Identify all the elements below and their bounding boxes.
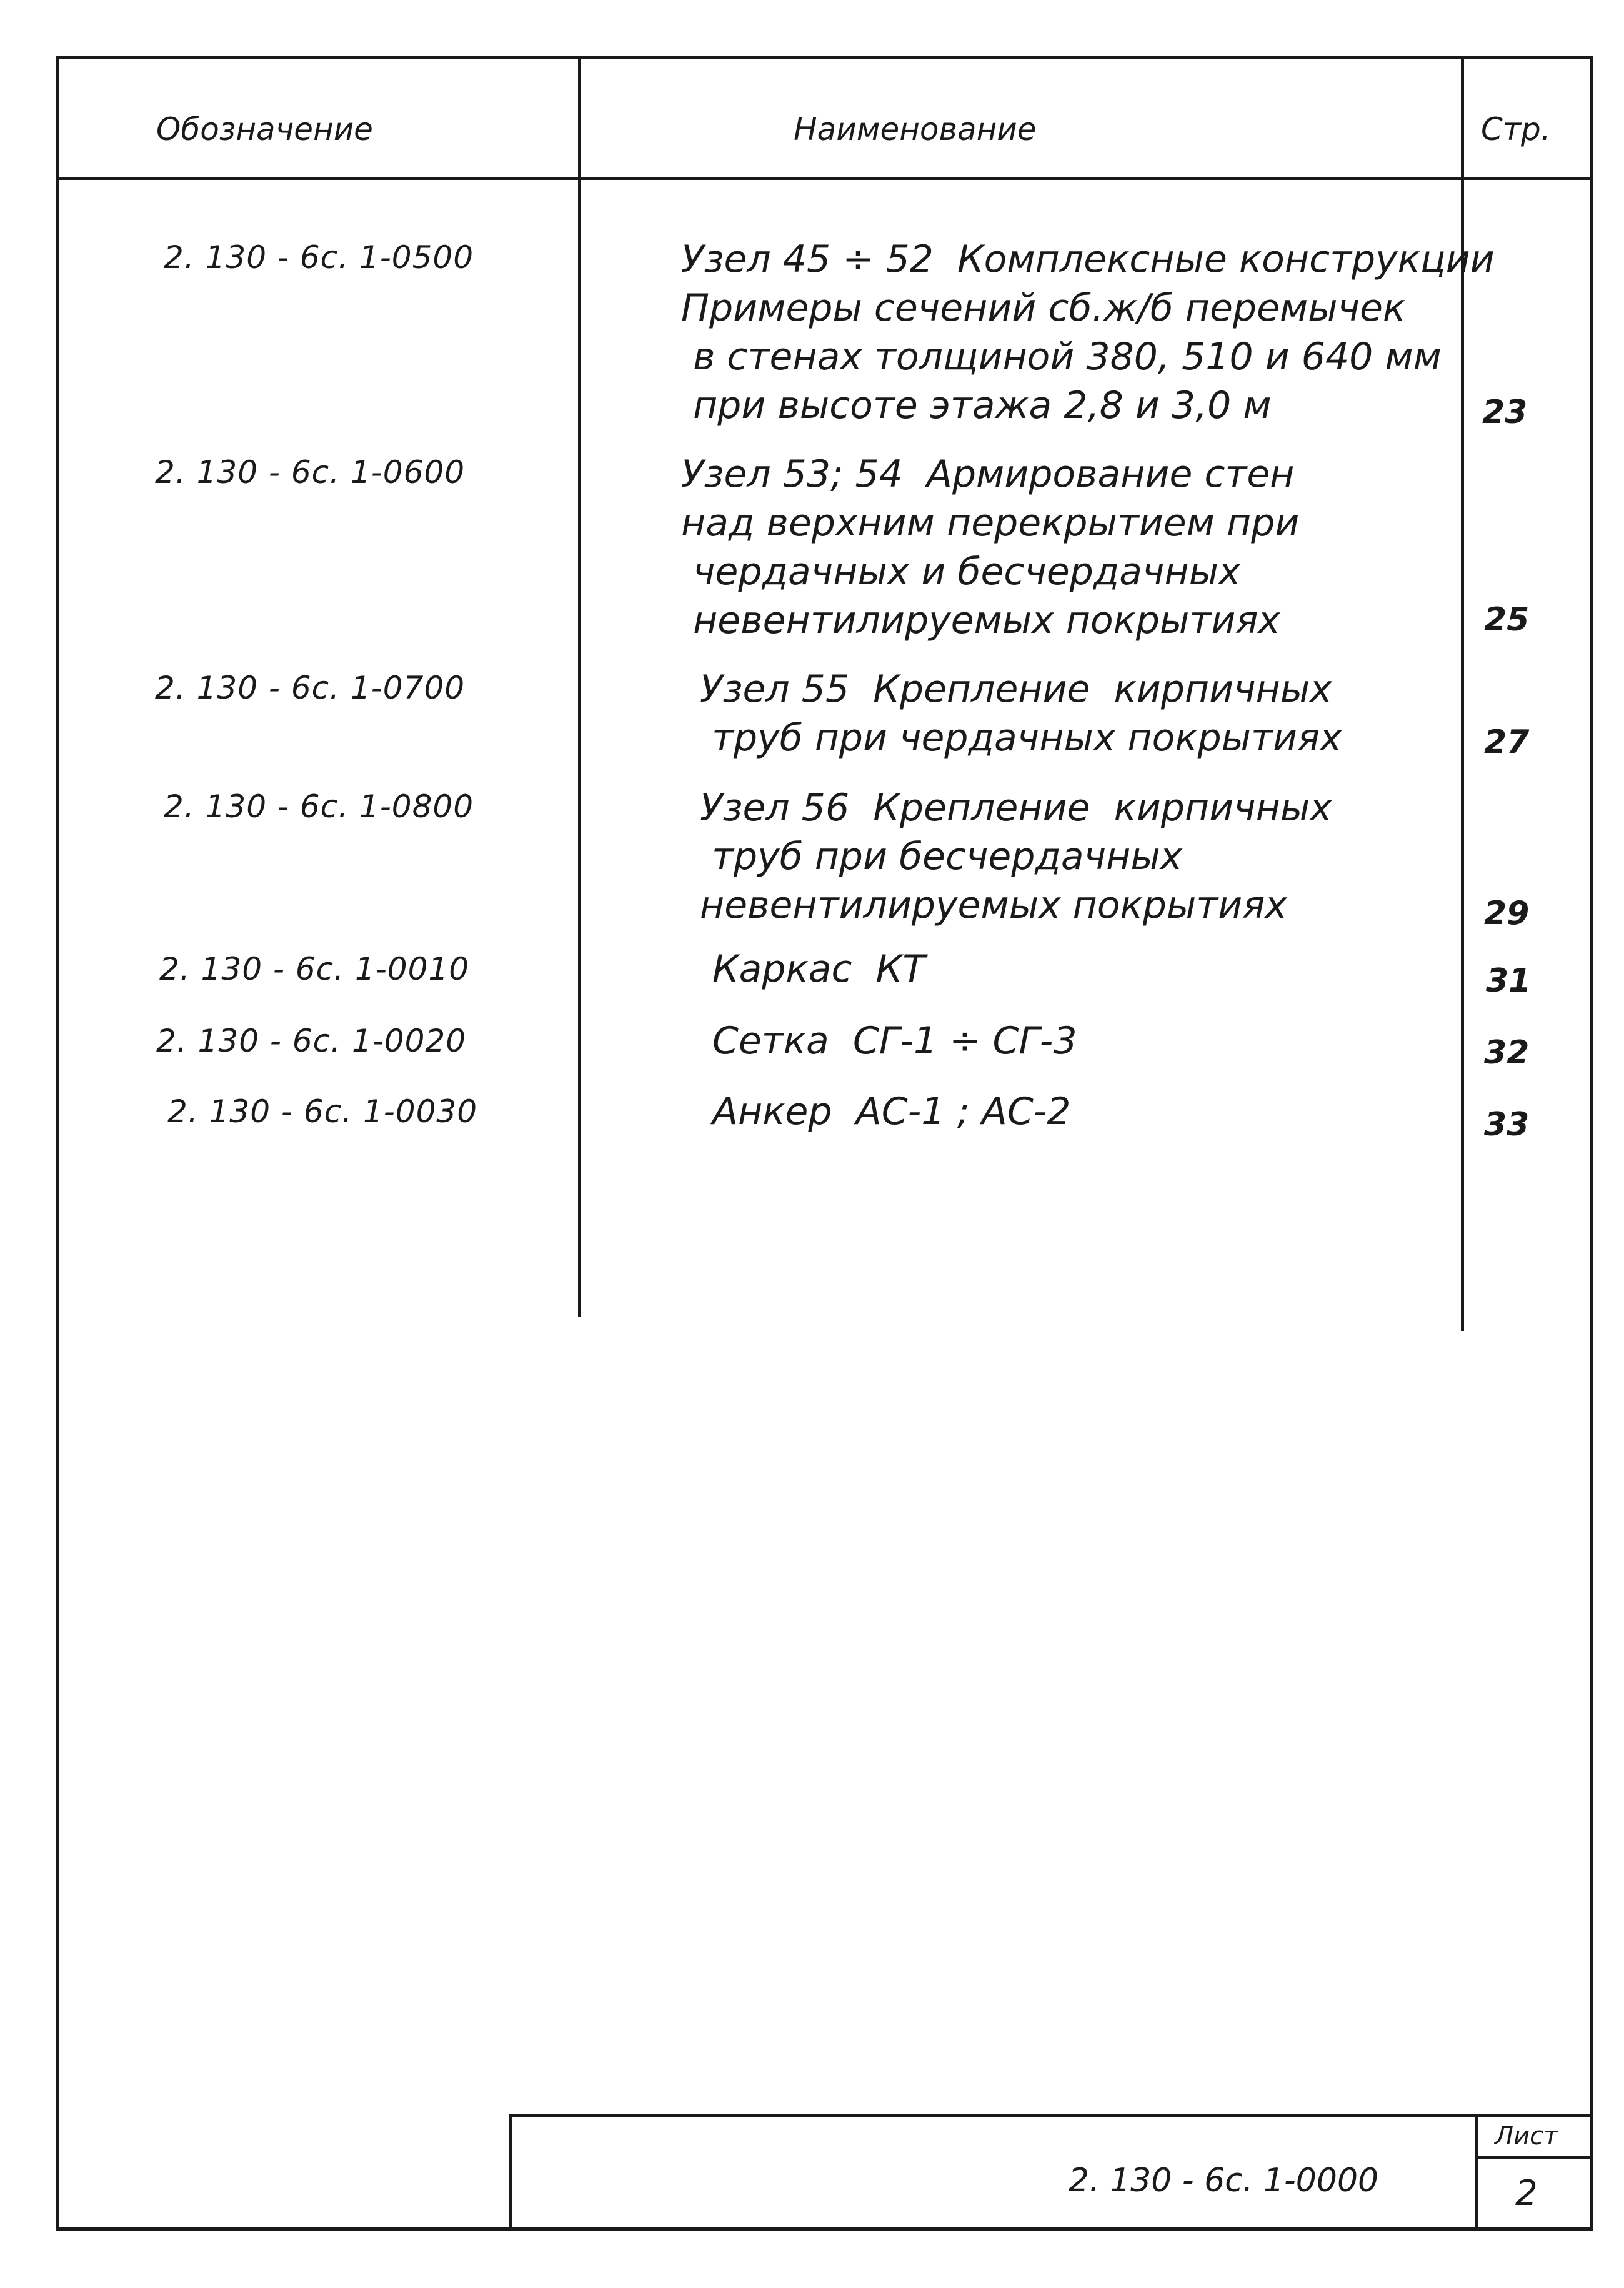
row-page-5: 31 [1486, 962, 1532, 1000]
row-code-7: 2. 130 - 6с. 1-0030 [167, 1093, 478, 1130]
row-title-3: Узел 55 Крепление кирпичных труб при чердачных покрытиях [700, 667, 1342, 760]
header-designation: Обозначение [156, 111, 373, 147]
row-code-5: 2. 130 - 6с. 1-0010 [159, 951, 470, 987]
row-title-4: Узел 56 Крепление кирпичных труб при бесчердачных невентилируемых покрытиях [700, 786, 1332, 927]
row-page-3: 27 [1484, 724, 1530, 761]
row-title-6: Сетка СГ-1 ÷ СГ-3 [712, 1019, 1077, 1063]
stamp-sheet-divider [1475, 2114, 1478, 2231]
stamp-document-code: 2. 130 - 6с. 1-0000 [1069, 2162, 1379, 2199]
stamp-sheet-label-divider [1475, 2156, 1593, 2159]
row-page-6: 32 [1484, 1034, 1530, 1072]
column-divider-1 [578, 56, 581, 1317]
row-page-2: 25 [1484, 601, 1530, 639]
row-title-1: Узел 45 ÷ 52 Комплексные конструкции Примеры сечений сб.ж/б перемычек в стенах толщиной 380, 510 и 640 мм при высоте этажа 2,8 и 3,0 м [681, 237, 1495, 427]
header-page: Стр. [1481, 111, 1551, 147]
row-title-5: Каркас КТ [712, 947, 925, 991]
row-code-4: 2. 130 - 6с. 1-0800 [164, 788, 474, 825]
stamp-sheet-label: Лист [1495, 2122, 1558, 2151]
row-page-4: 29 [1484, 895, 1530, 932]
row-code-3: 2. 130 - 6с. 1-0700 [155, 670, 466, 706]
stamp-top-border [509, 2114, 1593, 2117]
row-title-2: Узел 53; 54 Армирование стен над верхним перекрытием при чердачных и бесчердачных невентилируемых покрытиях [681, 452, 1300, 642]
row-code-6: 2. 130 - 6с. 1-0020 [156, 1023, 467, 1059]
row-page-7: 33 [1484, 1106, 1530, 1143]
header-name: Наименование [794, 111, 1037, 147]
row-title-7: Анкер АС-1 ; АС-2 [712, 1090, 1071, 1133]
row-code-1: 2. 130 - 6с. 1-0500 [164, 239, 474, 276]
header-divider [56, 177, 1593, 180]
stamp-sheet-number: 2 [1515, 2173, 1538, 2214]
row-code-2: 2. 130 - 6с. 1-0600 [155, 454, 466, 490]
row-page-1: 23 [1482, 394, 1528, 431]
stamp-left-border [509, 2114, 512, 2231]
